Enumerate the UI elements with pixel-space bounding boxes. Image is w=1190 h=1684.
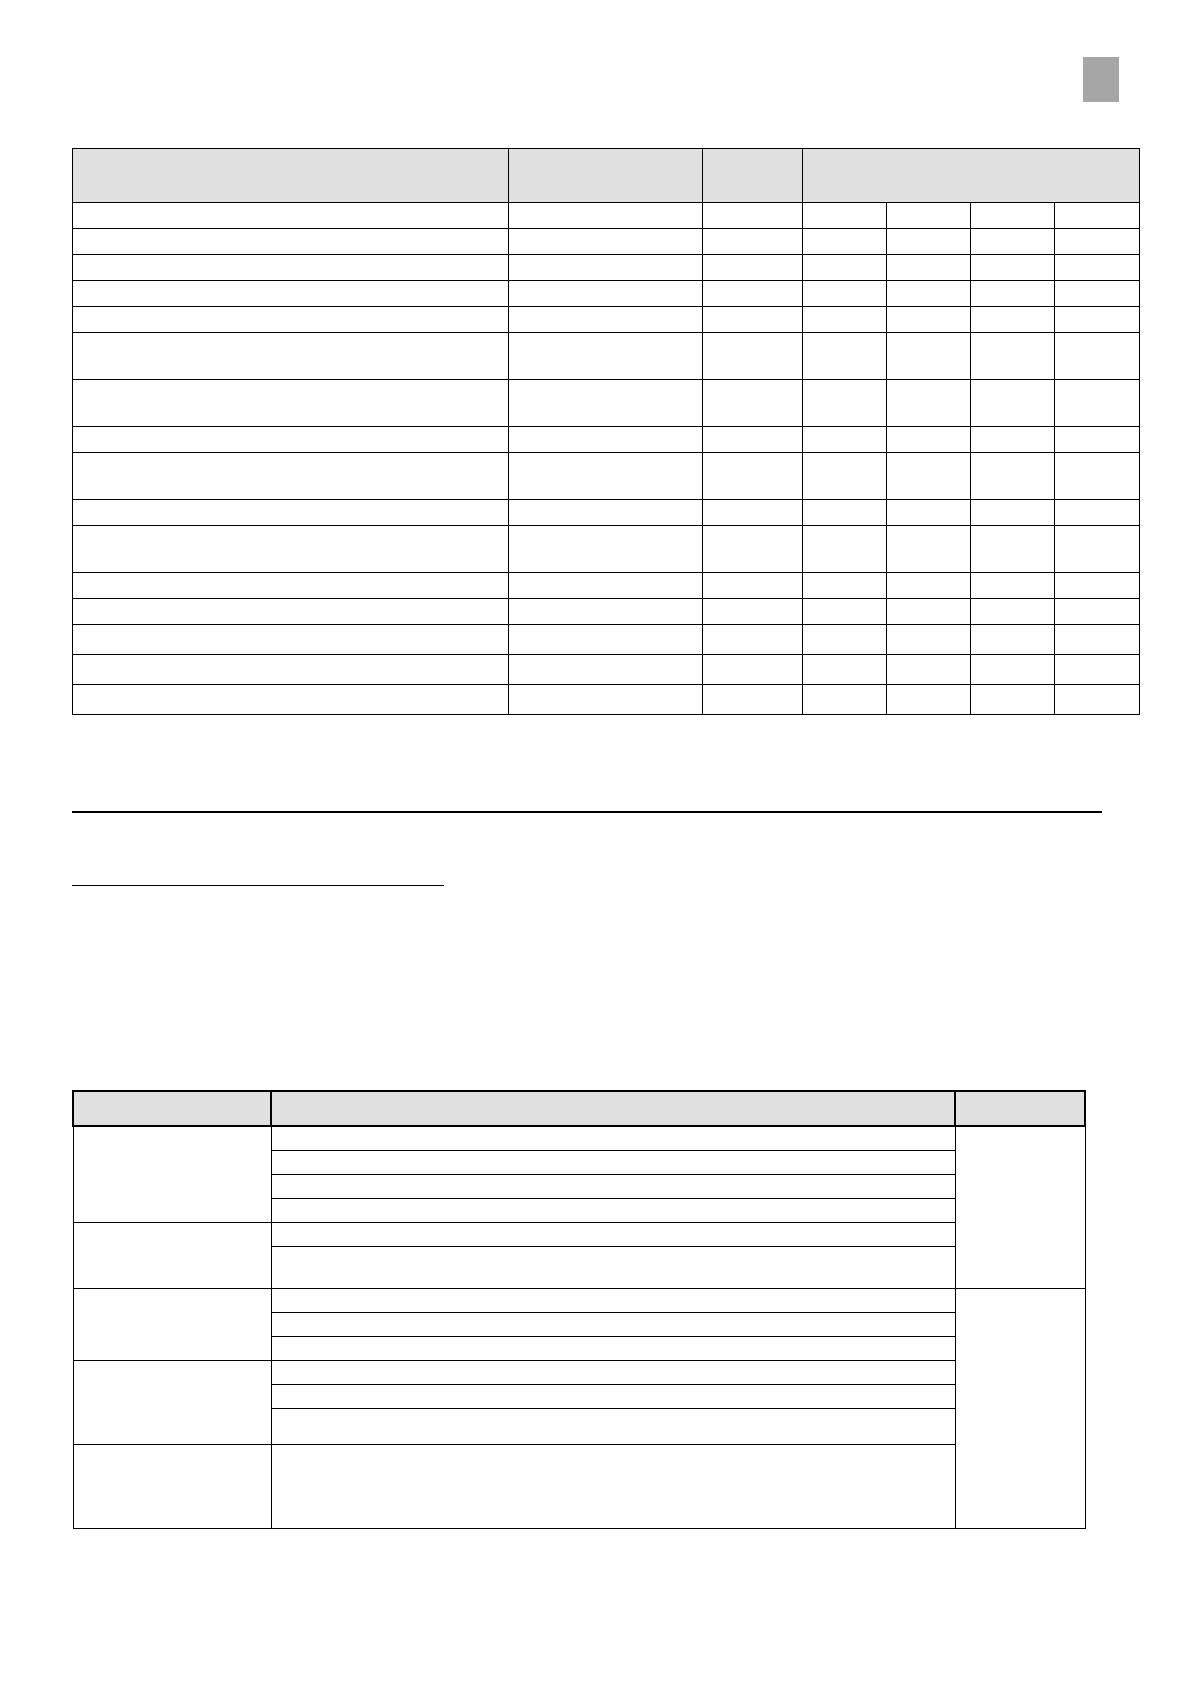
table-cell (703, 255, 803, 281)
table-cell (971, 307, 1055, 333)
table-cell (971, 427, 1055, 453)
table-cell (703, 203, 803, 229)
table-cell (1055, 573, 1140, 599)
table-row (73, 1222, 1085, 1246)
table-header-row (73, 149, 1140, 203)
table-cell (1055, 281, 1140, 307)
table-cell (1055, 255, 1140, 281)
table-cell (271, 1384, 955, 1408)
table-cell (971, 281, 1055, 307)
table-cell (887, 685, 971, 715)
table-row (73, 655, 1140, 685)
table-cell (887, 380, 971, 427)
table-row (73, 203, 1140, 229)
table-cell (509, 500, 703, 526)
table-cell (887, 255, 971, 281)
table-cell (887, 281, 971, 307)
table-cell (971, 380, 1055, 427)
table-cell (73, 655, 509, 685)
table-cell (971, 203, 1055, 229)
table-cell (703, 625, 803, 655)
header-cell (955, 1091, 1085, 1126)
table-cell (73, 573, 509, 599)
data-table-body (73, 149, 1140, 715)
table-row (73, 500, 1140, 526)
table-row (73, 1360, 1085, 1384)
table-cell (887, 333, 971, 380)
table-row (73, 1444, 1085, 1528)
table-cell (703, 685, 803, 715)
table-cell (73, 1444, 271, 1528)
table-cell (73, 1288, 271, 1360)
table-cell (1055, 625, 1140, 655)
table-cell (703, 427, 803, 453)
table-cell (887, 655, 971, 685)
table-cell (887, 427, 971, 453)
table-row (73, 573, 1140, 599)
table-cell (1055, 203, 1140, 229)
table-row (73, 307, 1140, 333)
table-cell (1055, 655, 1140, 685)
table-cell (803, 281, 887, 307)
table-cell (1055, 453, 1140, 500)
table-cell (509, 599, 703, 625)
table-cell (971, 625, 1055, 655)
table-row (73, 599, 1140, 625)
header-cell (703, 149, 803, 203)
table-cell (271, 1444, 955, 1528)
table-cell (509, 427, 703, 453)
table-cell (887, 599, 971, 625)
table-cell (971, 453, 1055, 500)
table-cell (509, 281, 703, 307)
heading-underline (72, 885, 444, 886)
table-cell (803, 453, 887, 500)
table-cell (271, 1336, 955, 1360)
table-cell (803, 333, 887, 380)
table-cell (703, 599, 803, 625)
table-cell (271, 1246, 955, 1288)
table-cell (73, 255, 509, 281)
table-cell (955, 1126, 1085, 1288)
table-row (73, 685, 1140, 715)
table-cell (971, 685, 1055, 715)
table-cell (509, 203, 703, 229)
table-cell (73, 1360, 271, 1444)
table-cell (887, 526, 971, 573)
table-cell (509, 380, 703, 427)
header-cell (271, 1091, 955, 1126)
table-cell (703, 333, 803, 380)
table-cell (971, 573, 1055, 599)
table-cell (271, 1360, 955, 1384)
table-cell (509, 526, 703, 573)
table-cell (509, 625, 703, 655)
table-cell (509, 685, 703, 715)
table-cell (803, 380, 887, 427)
table-cell (1055, 685, 1140, 715)
table-row (73, 255, 1140, 281)
table-cell (803, 573, 887, 599)
table-cell (73, 1126, 271, 1222)
table-cell (1055, 427, 1140, 453)
table-cell (971, 500, 1055, 526)
data-table (72, 148, 1140, 715)
table-cell (803, 599, 887, 625)
table-cell (803, 526, 887, 573)
summary-table-body (73, 1091, 1085, 1528)
table-cell (271, 1126, 955, 1150)
table-cell (73, 333, 509, 380)
table-cell (73, 1222, 271, 1288)
table-cell (971, 255, 1055, 281)
page-tab (1083, 57, 1119, 102)
header-cell (73, 1091, 271, 1126)
table-row (73, 333, 1140, 380)
header-cell (803, 149, 1140, 203)
table-cell (887, 203, 971, 229)
table-cell (803, 655, 887, 685)
table-cell (1055, 229, 1140, 255)
table-cell (703, 229, 803, 255)
table-cell (971, 333, 1055, 380)
table-cell (73, 229, 509, 255)
table-cell (703, 453, 803, 500)
table-cell (1055, 380, 1140, 427)
section-divider (72, 811, 1102, 813)
table-cell (955, 1288, 1085, 1528)
table-cell (887, 307, 971, 333)
table-cell (803, 203, 887, 229)
table-cell (509, 333, 703, 380)
table-cell (887, 625, 971, 655)
table-row (73, 281, 1140, 307)
table-row (73, 453, 1140, 500)
table-cell (271, 1174, 955, 1198)
table-cell (887, 500, 971, 526)
table-row (73, 625, 1140, 655)
table-cell (703, 526, 803, 573)
table-row (73, 1288, 1085, 1312)
table-cell (73, 203, 509, 229)
table-cell (803, 307, 887, 333)
table-cell (73, 453, 509, 500)
table-row (73, 380, 1140, 427)
table-cell (1055, 526, 1140, 573)
table-cell (803, 625, 887, 655)
table-row (73, 526, 1140, 573)
table-row (73, 427, 1140, 453)
table-cell (1055, 599, 1140, 625)
table-cell (1055, 500, 1140, 526)
table-cell (703, 380, 803, 427)
table-cell (703, 655, 803, 685)
table-cell (887, 453, 971, 500)
table-cell (703, 281, 803, 307)
table-cell (73, 307, 509, 333)
table-cell (803, 500, 887, 526)
table-cell (703, 573, 803, 599)
table-cell (509, 655, 703, 685)
table-cell (509, 307, 703, 333)
table-cell (271, 1150, 955, 1174)
table-cell (971, 655, 1055, 685)
table-cell (271, 1312, 955, 1336)
table-cell (73, 427, 509, 453)
table-cell (703, 500, 803, 526)
table-cell (803, 255, 887, 281)
table-cell (73, 599, 509, 625)
table-cell (73, 380, 509, 427)
table-header-row (73, 1091, 1085, 1126)
table-cell (887, 573, 971, 599)
table-cell (73, 685, 509, 715)
table-cell (887, 229, 971, 255)
table-cell (971, 599, 1055, 625)
table-cell (73, 281, 509, 307)
table-cell (509, 255, 703, 281)
table-cell (971, 229, 1055, 255)
table-cell (803, 427, 887, 453)
table-cell (509, 229, 703, 255)
header-cell (73, 149, 509, 203)
table-cell (509, 573, 703, 599)
table-cell (271, 1408, 955, 1444)
table-cell (73, 526, 509, 573)
table-cell (271, 1288, 955, 1312)
table-cell (73, 500, 509, 526)
table-cell (1055, 307, 1140, 333)
table-row (73, 1126, 1085, 1150)
table-cell (73, 625, 509, 655)
table-cell (803, 229, 887, 255)
table-cell (803, 685, 887, 715)
header-cell (509, 149, 703, 203)
table-cell (509, 453, 703, 500)
table-cell (271, 1198, 955, 1222)
table-cell (971, 526, 1055, 573)
table-cell (1055, 333, 1140, 380)
table-row (73, 229, 1140, 255)
table-cell (271, 1222, 955, 1246)
table-cell (703, 307, 803, 333)
summary-table (72, 1090, 1086, 1529)
